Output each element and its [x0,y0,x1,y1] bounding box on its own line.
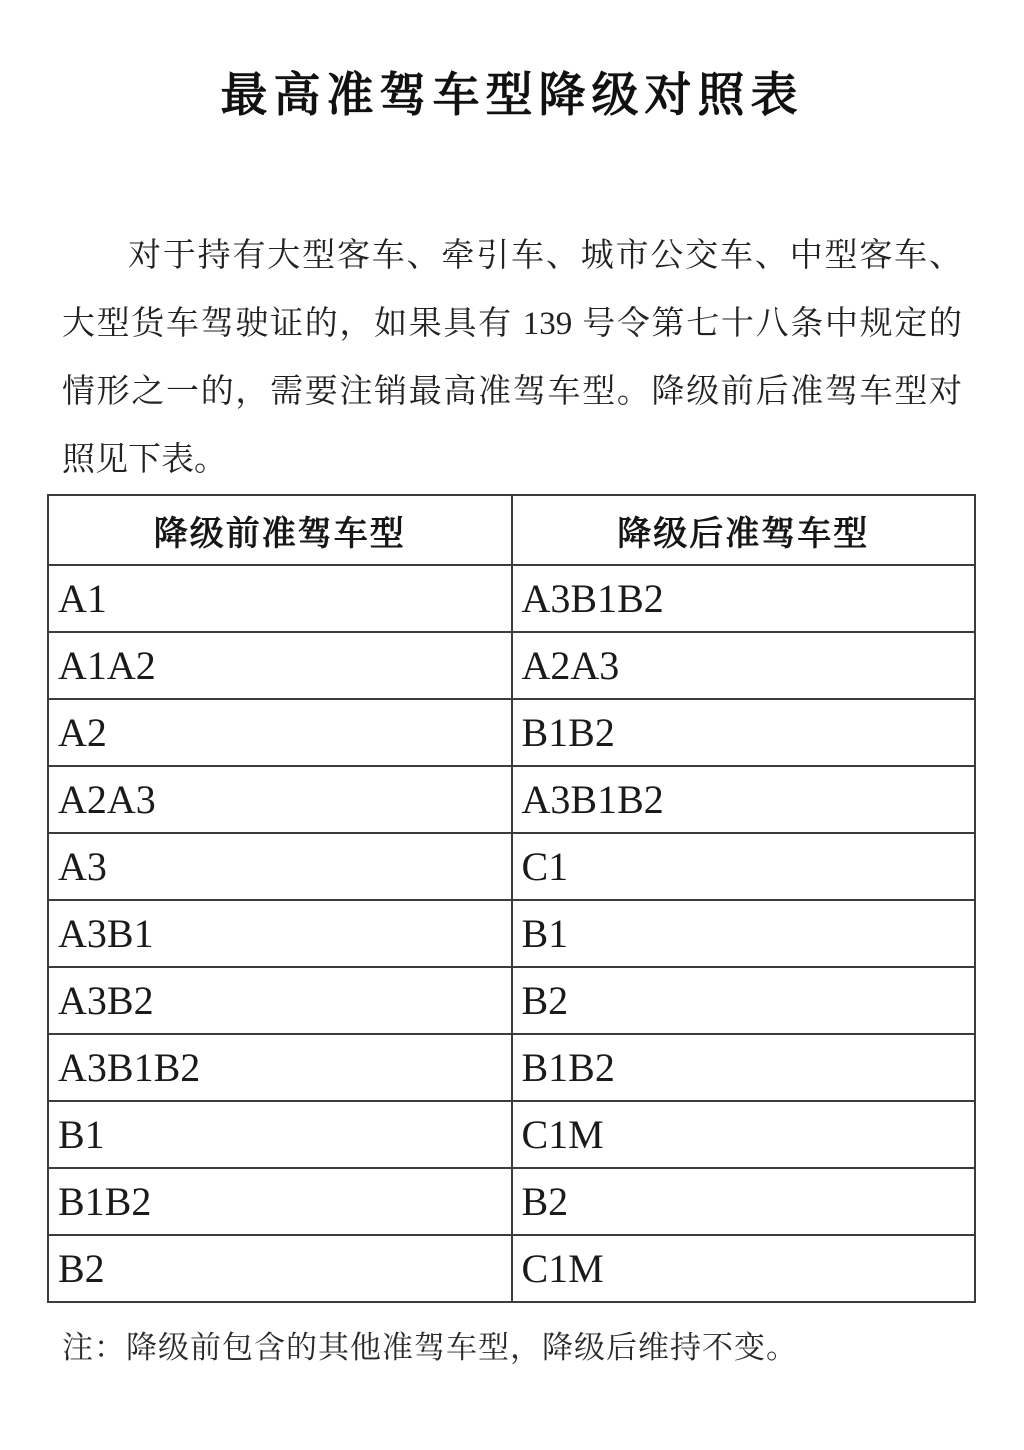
table-header-after: 降级后准驾车型 [512,495,976,565]
cell-before: B1 [48,1101,512,1168]
table-row [48,1101,975,1168]
cell-before: A1 [48,565,512,632]
table-row [48,632,975,699]
intro-paragraph [62,222,962,494]
cell-after: A3B1B2 [512,766,976,833]
table-row [48,1235,975,1302]
paragraph-line: 照见下表。 [62,442,227,479]
cell-before: A2 [48,699,512,766]
cell-after: B1B2 [512,1034,976,1101]
cell-before: A3B2 [48,967,512,1034]
table-row [48,967,975,1034]
table-row [48,565,975,632]
cell-after: C1M [512,1101,976,1168]
table-header-row [48,495,975,565]
paragraph-line: 对于持有大型客车、牵引车、城市公交车、中型客车、 [128,238,962,275]
table-row [48,699,975,766]
cell-after: C1M [512,1235,976,1302]
table-row [48,1034,975,1101]
cell-after: B2 [512,1168,976,1235]
table-header-before: 降级前准驾车型 [48,495,512,565]
paragraph-line: 情形之一的，需要注销最高准驾车型。降级前后准驾车型对 [62,374,962,411]
downgrade-table [47,494,976,1303]
cell-after: A2A3 [512,632,976,699]
cell-after: C1 [512,833,976,900]
cell-before: A1A2 [48,632,512,699]
table-row [48,833,975,900]
footnote: 注：降级前包含的其他准驾车型，降级后维持不变。 [62,1330,798,1366]
cell-after: B2 [512,967,976,1034]
table-row [48,766,975,833]
paragraph-line: 大型货车驾驶证的，如果具有 139 号令第七十八条中规定的 [62,306,962,343]
table-row [48,1168,975,1235]
cell-after: B1 [512,900,976,967]
cell-after: B1B2 [512,699,976,766]
cell-before: B1B2 [48,1168,512,1235]
cell-before: A2A3 [48,766,512,833]
page-title: 最高准驾车型降级对照表 [220,70,804,122]
cell-before: A3B1 [48,900,512,967]
cell-before: B2 [48,1235,512,1302]
table-row [48,900,975,967]
cell-before: A3B1B2 [48,1034,512,1101]
cell-after: A3B1B2 [512,565,976,632]
cell-before: A3 [48,833,512,900]
